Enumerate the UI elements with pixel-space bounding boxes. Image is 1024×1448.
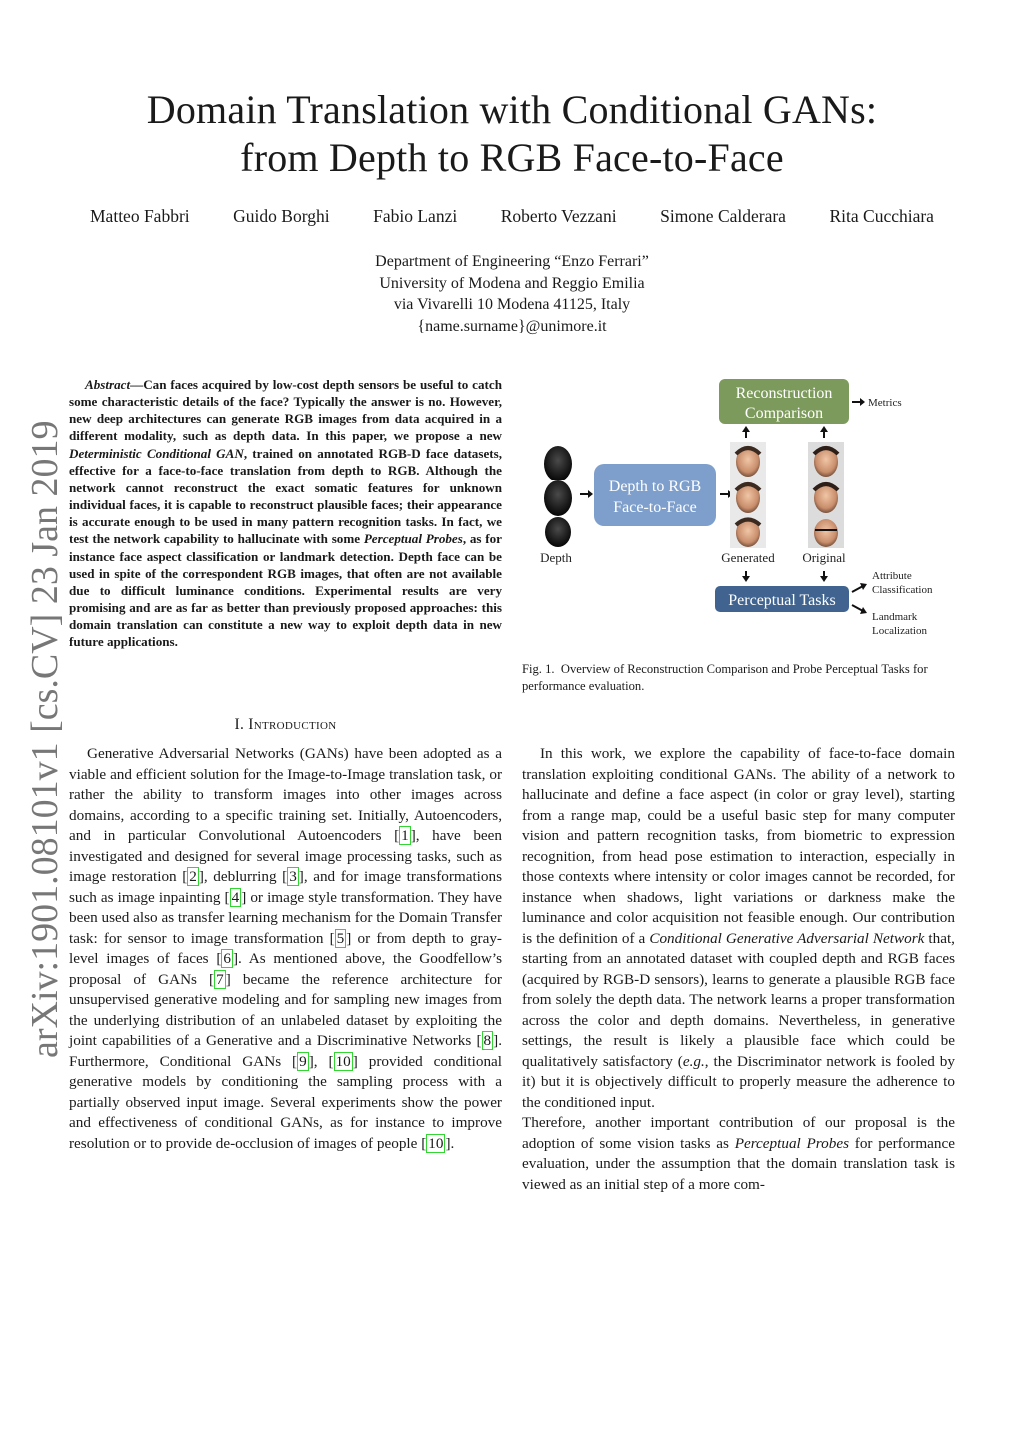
label-generated: Generated [721, 550, 775, 565]
body-emphasis: Perceptual Probes [734, 1134, 849, 1152]
arrow-head-icon [742, 576, 750, 582]
abstract-emphasis: Deterministic Conditional GAN [69, 445, 244, 461]
arxiv-identifier: arXiv:1901.08101v1 [cs.CV] 23 Jan 2019 [24, 420, 66, 1058]
author-list [90, 206, 934, 227]
reconstruction-comparison-box [719, 379, 849, 424]
label-classification: Classification [872, 584, 933, 596]
body-text: Therefore, another important contribution of our proposal is the adoption of some vision tasks as [522, 1114, 955, 1152]
depth-to-rgb-box [594, 464, 716, 526]
arrow-diagonal-icon [852, 605, 863, 611]
box-label: Face-to-Face [613, 499, 697, 516]
section-name: Introduction [248, 716, 337, 733]
abstract-label: Abstract [85, 377, 131, 392]
citation-link[interactable]: 10 [428, 1134, 444, 1152]
body-text: . Furthermore, Conditional GANs [69, 1032, 502, 1070]
citation-link[interactable]: 8 [483, 1032, 492, 1049]
depth-faces [540, 444, 576, 548]
abstract-text: , trained on annotated RGB-D face datasets, effective for a face-to-face translation from depth to RGB. Although the network cannot reconstruct the exact somatic features for unknown individual faces, it is capable to reconstruct plausible faces; their appearance is accurate enough to be used in many pattern recognition tasks. In fact, we test the network capability to hallucinate with some [69, 445, 502, 547]
body-emphasis: e.g. [682, 1052, 705, 1070]
body-text: , [313, 1052, 329, 1070]
label-landmark: Landmark [872, 611, 918, 623]
box-label: Depth to RGB [608, 478, 702, 495]
arrow-head-icon [742, 426, 750, 432]
abstract-text: Can faces acquired by low-cost depth sensors be useful to catch some characteristic details of the face? Typically the answer is no. However, new deep architectures can generate RGB images from data acquired in a different modality, such as depth data. In this paper, we propose a new [69, 377, 502, 444]
citation-link[interactable]: 1 [401, 827, 409, 844]
abstract-dash: — [130, 377, 144, 392]
box-label: Perceptual Tasks [728, 592, 836, 609]
abstract-text: , as for instance face aspect classification or landmark detection. Depth face can be used in spite of the correspondent RGB images, that often are not available due to difficult luminance conditions. Experimental results are very promising and are as far as better than previously proposed approaches: this domain translation can constitute a new way to exploit depth data in new future applications. [69, 531, 502, 650]
body-text: Generative Adversarial Networks (GANs) have been adopted as a viable and efficient solution for the Image-to-Image translation task, or rather the ability to transform images into other images across domains, according to a specific training set. Initially, Autoencoders, and in particular Convolutional Autoencoders [69, 745, 502, 844]
body-text: that, starting from an annotated dataset with coupled depth and RGB faces (acquired by RGB-D sensors), learns to generate a plausible RGB face from solely the depth data. The network learns a proper transformation across the color and depth domains. Nevertheless, in generative settings, the result is likely a plausible face which could be qualitatively satisfactory ( [522, 929, 955, 1070]
author: Simone Calderara [660, 206, 786, 226]
label-localization: Localization [872, 625, 927, 637]
citation-link[interactable]: 7 [216, 970, 224, 988]
body-text: became the reference architecture for unsupervised generative modeling and for sampling new images from the underlying distribution of an unlabeled dataset by exploiting the joint capabilities of a Generative and a Discriminative Networks [69, 970, 502, 1049]
abstract-emphasis: Perceptual Probes [363, 531, 463, 547]
abstract [69, 376, 502, 651]
affiliation-line: University of Modena and Reggio Emilia [379, 274, 645, 292]
original-faces [808, 442, 844, 548]
arrow-head-icon [588, 490, 593, 498]
arrow-head-icon [820, 576, 828, 582]
affiliation-line: via Vivarelli 10 Modena 41125, Italy [393, 296, 631, 313]
caption-label: Fig. 1. [522, 662, 555, 676]
body-text: , deblurring [203, 868, 283, 885]
paragraph [522, 744, 955, 1113]
title-line-1: Domain Translation with Conditional GANs: [146, 87, 878, 132]
paragraph [522, 1113, 955, 1195]
arrow-head-icon [820, 426, 828, 432]
label-original: Original [802, 550, 846, 565]
section-heading [69, 716, 502, 734]
intro-left-column: Generative Adversarial Networks (GANs) have been adopted as a viable and efficient solution for the Image-to-Image translation task, or rather the ability to transform images into other images across domains, according to a specific training set. Initially, Autoencoders, and in particular Convolutional Autoencoders [ 1 ], have been investigated and designed for several image processing tasks, such as image restoration [ 2 ], deblurring [ 3 ], and for image transformations such as image inpainting [ 4 ] or image style transformation. They have been used also as transfer learning mechanism for the Domain Transfer task: for sensor to image transformation [ 5 ] or from depth to gray-level images of faces [ 6 ]. As mentioned above, the Goodfellow’s proposal of GANs [ 7 ] became the reference architecture for unsupervised generative modeling and for sampling new images from the underlying distribution of an unlabeled dataset by exploiting the joint capabilities of a Generative and a Discriminative Networks [ 8 ]. Furthermore, Conditional GANs [ 9 ], [ 10 ] provided conditional generative models by conditioning the sampling process with a partially observed input image. Several experiments show the power and effectiveness of conditional GANs, as for instance to improve resolution or to provide de-occlusion of images of people [ 10 ]. [69, 745, 503, 1152]
caption-text: Overview of Reconstruction Comparison and Probe Perceptual Tasks for performance evaluation. [522, 662, 928, 693]
citation-link[interactable]: 10 [335, 1052, 351, 1070]
label-attribute: Attribute [872, 570, 912, 582]
box-label: Comparison [744, 405, 824, 422]
affiliation [0, 251, 1024, 337]
body-text: or from depth to gray-level images of faces [69, 929, 502, 967]
author: Roberto Vezzani [500, 206, 617, 226]
affiliation-line: Department of Engineering “Enzo Ferrari” [375, 253, 649, 270]
author: Guido Borghi [233, 206, 330, 226]
author: Fabio Lanzi [373, 206, 458, 226]
citation-link[interactable]: 2 [189, 868, 197, 885]
arrow-diagonal-icon [852, 586, 863, 592]
paper-title [0, 86, 1024, 182]
author: Matteo Fabbri [90, 206, 190, 226]
author: Rita Cucchiara [829, 206, 934, 226]
body-text: In this work, we explore the capability of face-to-face domain translation exploiting conditional GANs. The ability of a network to hallucinate and define a face aspect (in color or gray level), starting from a range map, could be a useful basic step for many computer vision and pattern recognition tasks, from biometric to expression recognition, from head pose estimation to interaction, especially in those contexts where intensity or color images cannot be recorded, for instance when shadows, light variations or darkness make the luminance and color acquisition not feasible enough. Our contribution is the definition of a [522, 745, 955, 947]
figure-caption [522, 661, 955, 694]
label-depth: Depth [540, 550, 572, 565]
body-text: . [450, 1134, 455, 1152]
generated-faces [730, 442, 766, 548]
citation-link[interactable]: 3 [289, 868, 297, 885]
body-text: . As mentioned above, the Goodfellow’s proposal of GANs [69, 950, 502, 988]
arrow-head-icon [860, 398, 865, 406]
section-numeral: I. [234, 716, 249, 733]
citation-link[interactable]: 6 [223, 950, 231, 967]
citation-link[interactable]: 4 [231, 888, 240, 906]
title-line-2: from Depth to RGB Face-to-Face [240, 135, 784, 180]
body-text: or image style transformation. They have been used also as transfer learning mechanism for the Domain Transfer task: for sensor to image transformation [69, 888, 503, 947]
perceptual-tasks-box [715, 586, 849, 612]
body-emphasis: Conditional Generative Adversarial Network [649, 929, 925, 947]
body-text: for performance evaluation, under the assumption that the domain translation task is viewed as an initial step of a more com- [522, 1134, 955, 1193]
affiliation-email: {name.surname}@unimore.it [417, 317, 607, 335]
label-metrics: Metrics [868, 397, 902, 409]
citation-link[interactable]: 9 [299, 1052, 307, 1070]
body-text: , have been investigated and designed for several image processing tasks, such as image restoration [69, 827, 503, 885]
box-label: Reconstruction [735, 385, 833, 402]
body-text: , and for image transformations such as image inpainting [69, 868, 502, 906]
body-text: , the Discriminator network is fooled by it) but it is objectively difficult to properly measure the adherence to the conditioned input. [522, 1052, 955, 1111]
body-text: provided conditional generative models by conditioning the sampling process with a partially observed input image. Several experiments show the power and effectiveness of conditional GANs, as for instance to improve resolution or to provide de-occlusion of images of people [69, 1052, 502, 1152]
intro-right-column [522, 744, 955, 1195]
citation-link[interactable]: 5 [336, 929, 345, 947]
figure-1-diagram [522, 372, 962, 652]
